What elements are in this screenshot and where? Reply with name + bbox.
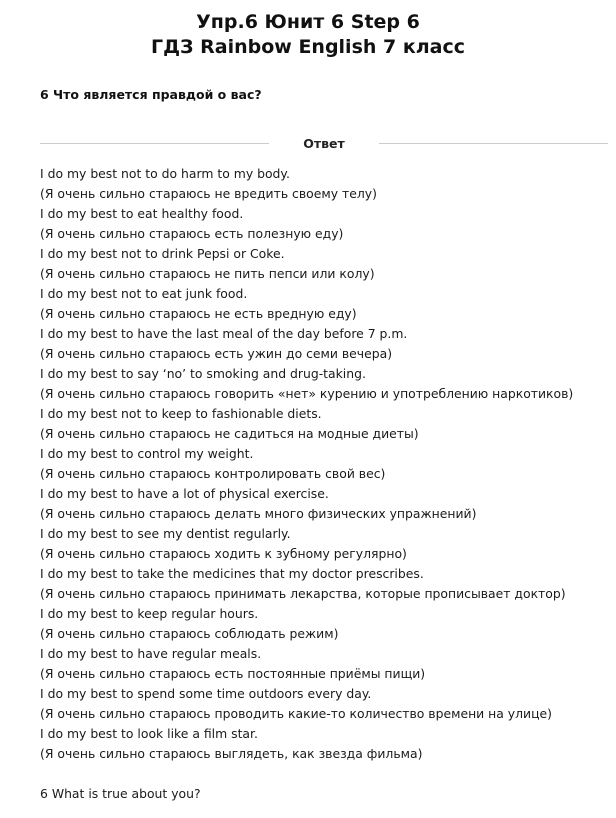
answer-line: (Я очень сильно стараюсь соблюдать режим) xyxy=(40,626,339,641)
answer-line: (Я очень сильно стараюсь не есть вредную еду) xyxy=(40,306,357,321)
page-title-line-1: Упр.6 Юнит 6 Step 6 xyxy=(196,11,420,33)
answer-line: I do my best to eat healthy food. xyxy=(40,206,244,221)
answer-line: I do my best not to keep to fashionable diets. xyxy=(40,406,322,421)
answer-line: (Я очень сильно стараюсь принимать лекарства, которые прописывает доктор) xyxy=(40,586,566,601)
answer-line: (Я очень сильно стараюсь не садиться на модные диеты) xyxy=(40,426,419,441)
answer-line: (Я очень сильно стараюсь ходить к зубному регулярно) xyxy=(40,546,407,561)
answer-line: (Я очень сильно стараюсь выглядеть, как звезда фильма) xyxy=(40,746,423,761)
answer-line: I do my best to have regular meals. xyxy=(40,646,262,661)
answer-line: (Я очень сильно стараюсь говорить «нет» курению и употреблению наркотиков) xyxy=(40,386,574,401)
answer-divider xyxy=(40,134,608,154)
answer-line: I do my best to have a lot of physical exercise. xyxy=(40,486,329,501)
task-heading: 6 Что является правдой о вас? xyxy=(40,87,262,102)
answer-line: I do my best to see my dentist regularly. xyxy=(40,526,291,541)
answer-line: I do my best to control my weight. xyxy=(40,446,254,461)
answer-line: I do my best to take the medicines that my doctor prescribes. xyxy=(40,566,424,581)
answer-line: I do my best to keep regular hours. xyxy=(40,606,259,621)
answer-line: (Я очень сильно стараюсь не вредить своему телу) xyxy=(40,186,377,201)
answer-line: (Я очень сильно стараюсь есть ужин до семи вечера) xyxy=(40,346,393,361)
answer-line: (Я очень сильно стараюсь контролировать свой вес) xyxy=(40,466,386,481)
page-title-line-2: ГДЗ Rainbow English 7 класс xyxy=(150,36,466,58)
answer-line: (Я очень сильно стараюсь не пить пепси или колу) xyxy=(40,266,375,281)
answer-line: (Я очень сильно стараюсь проводить какие-то количество времени на улице) xyxy=(40,706,552,721)
answer-line: (Я очень сильно стараюсь есть постоянные приёмы пищи) xyxy=(40,666,426,681)
answer-line: (Я очень сильно стараюсь делать много физических упражнений) xyxy=(40,506,477,521)
answer-label: Ответ xyxy=(303,136,345,151)
divider-line-right xyxy=(379,143,608,144)
answer-line: (Я очень сильно стараюсь есть полезную еду) xyxy=(40,226,344,241)
answer-line: I do my best to spend some time outdoors every day. xyxy=(40,686,372,701)
answer-line: I do my best not to eat junk food. xyxy=(40,286,248,301)
closing-question: 6 What is true about you? xyxy=(40,786,201,801)
page-title xyxy=(0,10,616,60)
answer-line: I do my best to say ‘no’ to smoking and drug-taking. xyxy=(40,366,366,381)
answer-text xyxy=(40,164,610,764)
answer-line: I do my best to have the last meal of the day before 7 p.m. xyxy=(40,326,408,341)
answer-line: I do my best not to do harm to my body. xyxy=(40,166,290,181)
answer-line: I do my best not to drink Pepsi or Coke. xyxy=(40,246,285,261)
answer-line: I do my best to look like a film star. xyxy=(40,726,258,741)
